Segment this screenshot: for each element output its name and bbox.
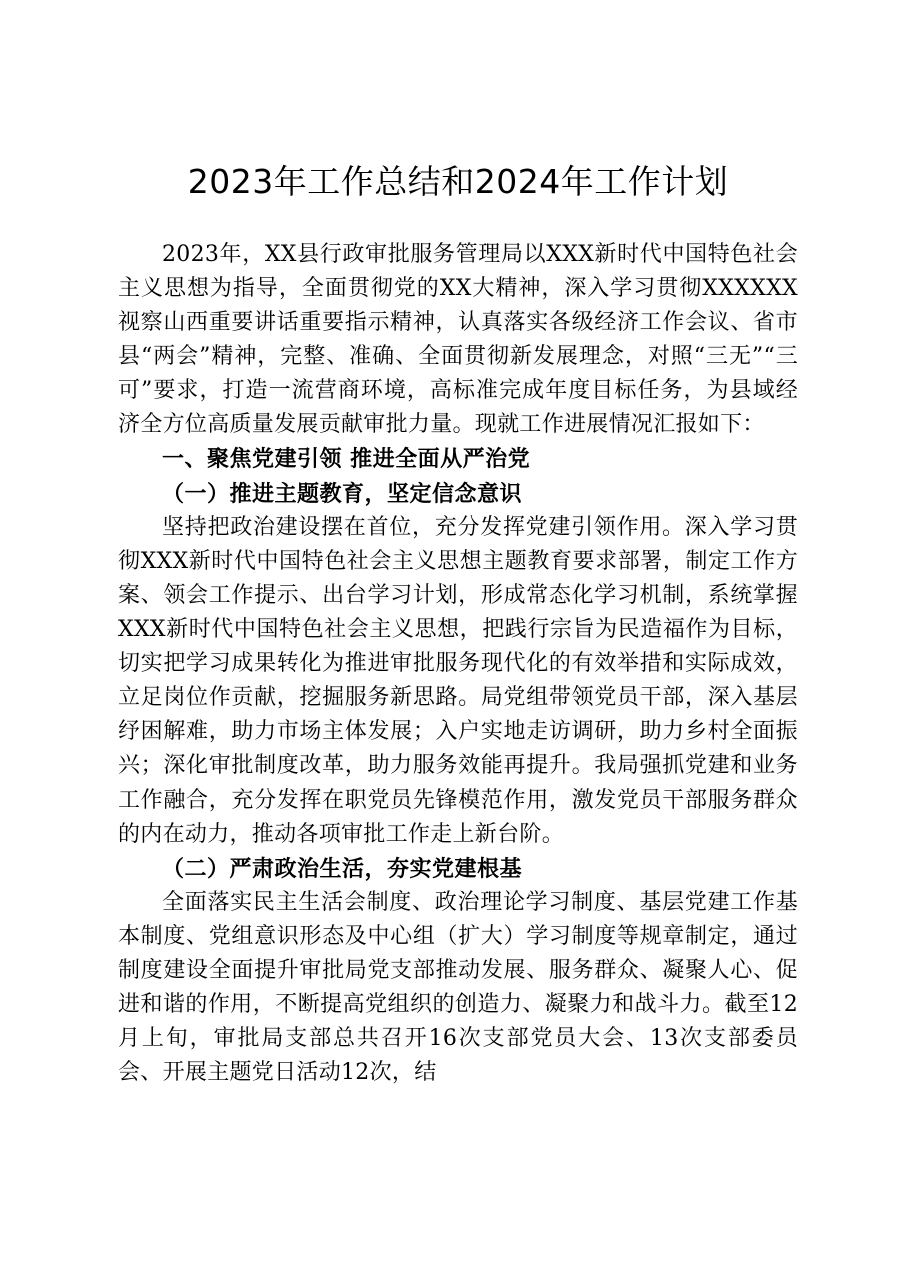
intro-paragraph: 2023年，XX县行政审批服务管理局以XXX新时代中国特色社会主义思想为指导，全面贯彻党的XX大精神，深入学习贯彻XXXXXX视察山西重要讲话重要指示精神，认真落实各级经济工作会议、省市县“两会”精神，完整、准确、全面贯彻新发展理念，对照“三无”“三可”要求，打造一流营商环境，高标准完成年度目标任务，为县域经济全方位高质量发展贡献审批力量。现就工作进展情况汇报如下：	[118, 242, 798, 438]
document-body	[118, 238, 798, 1090]
section-heading-1: 一、聚焦党建引领 推进全面从严治党	[162, 446, 531, 472]
subsection-paragraph-1: 坚持把政治建设摆在首位，充分发挥党建引领作用。深入学习贯彻XXX新时代中国特色社会主义思想主题教育要求部署，制定工作方案、领会工作提示、出台学习计划，形成常态化学习机制，系统掌握XXX新时代中国特色社会主义思想，把践行宗旨为民造福作为目标，切实把学习成果转化为推进审批服务现代化的有效举措和实际成效，立足岗位作贡献，挖掘服务新思路。局党组带领党员干部，深入基层纾困解难，助力市场主体发展；入户实地走访调研，助力乡村全面振兴；深化审批制度改革，助力服务效能再提升。我局强抓党建和业务工作融合，充分发挥在职党员先锋模范作用，激发党员干部服务群众的内在动力，推动各项审批工作走上新台阶。	[118, 514, 798, 847]
document-title: 2023年工作总结和2024年工作计划	[187, 162, 729, 201]
subsection-paragraph-2: 全面落实民主生活会制度、政治理论学习制度、基层党建工作基本制度、党组意识形态及中心组（扩大）学习制度等规章制定，通过制度建设全面提升审批局党支部推动发展、服务群众、凝聚人心、促进和谐的作用，不断提高党组织的创造力、凝聚力和战斗力。截至12月上旬，审批局支部总共召开16次支部党员大会、13次支部委员会、开展主题党日活动12次，结	[118, 889, 798, 1086]
subsection-heading-1: （一）推进主题教育，坚定信念意识	[162, 480, 523, 507]
subsection-heading-2: （二）严肃政治生活，夯实党建根基	[162, 855, 523, 882]
